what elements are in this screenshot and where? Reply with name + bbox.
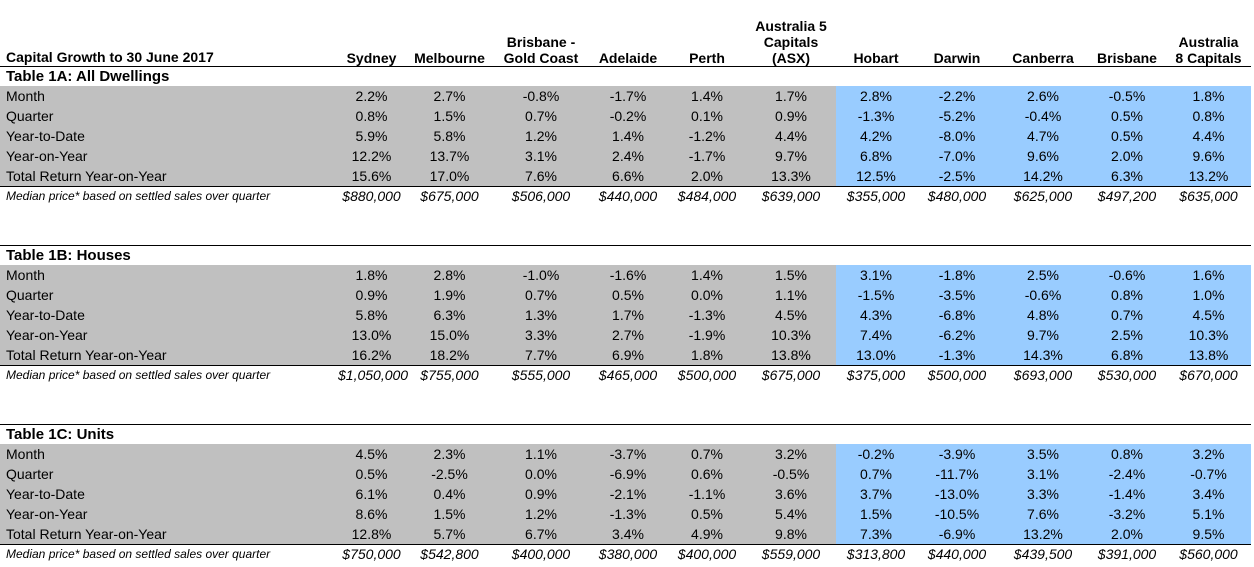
table-row [0, 504, 1251, 524]
table-cell: 10.3% [1166, 325, 1251, 345]
median-price-cell: $440,000 [927, 546, 987, 562]
table-cell: 17.0% [405, 166, 494, 186]
table-cell: 0.7% [1088, 305, 1166, 325]
median-price-cell: $880,000 [342, 188, 401, 204]
table-cell: -1.5% [836, 285, 916, 305]
table-cell: 5.8% [405, 126, 494, 146]
table-cell: -1.3% [668, 305, 746, 325]
median-price-cell: $675,000 [761, 367, 821, 383]
table-cell: 1.8% [338, 265, 405, 285]
table-cell: 1.2% [494, 126, 588, 146]
table-cell: 2.4% [588, 146, 668, 166]
table-cell: 3.2% [746, 444, 836, 464]
table-cell: 3.1% [836, 265, 916, 285]
table-row [0, 166, 1251, 186]
median-price-cell: $313,800 [846, 546, 906, 562]
table-cell: -1.2% [668, 126, 746, 146]
table-cell: 6.7% [494, 524, 588, 544]
median-price-cell: $506,000 [511, 188, 571, 204]
table-cell: 4.5% [1166, 305, 1251, 325]
table-cell: 1.4% [668, 86, 746, 106]
median-price-cell: $355,000 [846, 188, 906, 204]
section-title: Table 1B: Houses [0, 245, 1251, 265]
median-price-cell: $484,000 [677, 188, 737, 204]
table-cell: 1.1% [746, 285, 836, 305]
table-cell: -3.5% [916, 285, 998, 305]
table-cell: 9.5% [1166, 524, 1251, 544]
table-cell: 0.8% [1166, 106, 1251, 126]
section-title: Table 1C: Units [0, 424, 1251, 444]
table-cell: -2.2% [916, 86, 998, 106]
column-header: Brisbane [1097, 50, 1157, 66]
median-price-row [0, 544, 1251, 564]
table-cell: 4.5% [746, 305, 836, 325]
table-cell: -1.3% [916, 345, 998, 365]
median-price-cell: $465,000 [598, 367, 658, 383]
median-price-cell: $400,000 [511, 546, 571, 562]
table-cell: 9.7% [746, 146, 836, 166]
table-cell: 3.4% [588, 524, 668, 544]
table-row [0, 464, 1251, 484]
row-label: Total Return Year-on-Year [0, 166, 338, 186]
median-price-cell: $750,000 [342, 546, 401, 562]
median-price-cell: $625,000 [1013, 188, 1073, 204]
table-cell: -1.7% [588, 86, 668, 106]
table-cell: 1.8% [1166, 86, 1251, 106]
table-cell: 3.3% [998, 484, 1088, 504]
median-price-cell: $497,200 [1097, 188, 1157, 204]
table-header [0, 0, 1254, 66]
table-cell: -13.0% [916, 484, 998, 504]
table-cell: -8.0% [916, 126, 998, 146]
table-cell: 16.2% [338, 345, 405, 365]
row-label: Total Return Year-on-Year [0, 345, 338, 365]
row-label: Year-on-Year [0, 325, 338, 345]
table-cell: -0.5% [746, 464, 836, 484]
table-cell: 6.6% [588, 166, 668, 186]
table-cell: 5.1% [1166, 504, 1251, 524]
table-cell: 2.2% [338, 86, 405, 106]
table-cell: 6.1% [338, 484, 405, 504]
table-cell: 0.7% [494, 285, 588, 305]
row-label: Month [0, 86, 338, 106]
row-label: Year-on-Year [0, 504, 338, 524]
median-price-cell: $500,000 [927, 367, 987, 383]
table-cell: 3.5% [998, 444, 1088, 464]
column-header: Adelaide [598, 50, 658, 66]
median-price-label: Median price* based on settled sales over quarter [6, 547, 271, 561]
table-cell: -0.5% [1088, 86, 1166, 106]
table-cell: 0.0% [494, 464, 588, 484]
median-price-cell: $635,000 [1179, 188, 1238, 204]
median-price-row [0, 186, 1251, 206]
table-cell: 0.5% [1088, 106, 1166, 126]
table-cell: -3.2% [1088, 504, 1166, 524]
table-cell: 7.3% [836, 524, 916, 544]
table-cell: 4.4% [746, 126, 836, 146]
table-cell: 0.5% [668, 504, 746, 524]
table-cell: 13.8% [1166, 345, 1251, 365]
table-row [0, 146, 1251, 166]
table-cell: -1.4% [1088, 484, 1166, 504]
table-cell: 4.2% [836, 126, 916, 146]
table-cell: 7.6% [998, 504, 1088, 524]
median-price-cell: $1,050,000 [338, 367, 409, 383]
table-row [0, 444, 1251, 464]
column-header: Canberra [1012, 50, 1074, 66]
median-price-cell: $500,000 [677, 367, 737, 383]
row-label: Year-to-Date [0, 484, 338, 504]
table-cell: 1.5% [746, 265, 836, 285]
row-label: Year-on-Year [0, 146, 338, 166]
median-price-cell: $400,000 [677, 546, 737, 562]
table-cell: -0.6% [1088, 265, 1166, 285]
row-label: Month [0, 265, 338, 285]
table-cell: 2.6% [998, 86, 1088, 106]
table-cell: 8.6% [338, 504, 405, 524]
row-label: Total Return Year-on-Year [0, 524, 338, 544]
table-cell: 4.7% [998, 126, 1088, 146]
median-price-cell: $542,800 [420, 546, 479, 562]
column-header: Australia 5 Capitals (ASX) [755, 18, 827, 66]
median-price-cell: $391,000 [1097, 546, 1157, 562]
table-cell: -6.8% [916, 305, 998, 325]
table-cell: 2.7% [405, 86, 494, 106]
row-label: Quarter [0, 464, 338, 484]
table-cell: -5.2% [916, 106, 998, 126]
table-cell: 0.5% [338, 464, 405, 484]
table-cell: -11.7% [916, 464, 998, 484]
table-row [0, 305, 1251, 325]
median-price-cell: $530,000 [1097, 367, 1157, 383]
table-cell: 13.8% [746, 345, 836, 365]
table-cell: 1.0% [1166, 285, 1251, 305]
table-cell: -3.7% [588, 444, 668, 464]
table-cell: -6.2% [916, 325, 998, 345]
row-label: Quarter [0, 285, 338, 305]
row-label: Quarter [0, 106, 338, 126]
table-cell: 2.0% [668, 166, 746, 186]
table-cell: 3.1% [998, 464, 1088, 484]
table-cell: 1.5% [405, 504, 494, 524]
table-row [0, 106, 1251, 126]
table-cell: 0.7% [668, 444, 746, 464]
median-price-cell: $559,000 [761, 546, 821, 562]
table-cell: 14.3% [998, 345, 1088, 365]
table-cell: 2.3% [405, 444, 494, 464]
table-cell: 3.7% [836, 484, 916, 504]
median-price-cell: $560,000 [1179, 546, 1238, 562]
table-cell: 15.6% [338, 166, 405, 186]
table-cell: 1.7% [746, 86, 836, 106]
table-cell: 5.4% [746, 504, 836, 524]
table-cell: 1.5% [405, 106, 494, 126]
table-cell: 6.8% [836, 146, 916, 166]
table-cell: 3.1% [494, 146, 588, 166]
table-cell: 1.5% [836, 504, 916, 524]
table-cell: -2.5% [405, 464, 494, 484]
table-cell: 0.7% [836, 464, 916, 484]
table-cell: 0.9% [338, 285, 405, 305]
table-cell: 13.7% [405, 146, 494, 166]
table-cell: -6.9% [588, 464, 668, 484]
table-cell: 13.2% [998, 524, 1088, 544]
table-cell: 9.6% [1166, 146, 1251, 166]
table-cell: 3.3% [494, 325, 588, 345]
table-cell: -0.6% [998, 285, 1088, 305]
table-cell: -1.7% [668, 146, 746, 166]
table-cell: 0.0% [668, 285, 746, 305]
table-row [0, 524, 1251, 544]
table-cell: -0.7% [1166, 464, 1251, 484]
median-price-cell: $693,000 [1013, 367, 1073, 383]
table-row [0, 126, 1251, 146]
table-cell: 5.8% [338, 305, 405, 325]
table-cell: 4.8% [998, 305, 1088, 325]
table-cell: 6.8% [1088, 345, 1166, 365]
table-row [0, 285, 1251, 305]
table-cell: 5.9% [338, 126, 405, 146]
table-cell: 9.6% [998, 146, 1088, 166]
table-cell: 3.6% [746, 484, 836, 504]
table-cell: 2.0% [1088, 524, 1166, 544]
column-header: Brisbane - Gold Coast [503, 34, 579, 66]
table-cell: 13.0% [338, 325, 405, 345]
table-cell: 7.4% [836, 325, 916, 345]
table-cell: 1.7% [588, 305, 668, 325]
table-cell: -1.1% [668, 484, 746, 504]
column-header: Perth [689, 50, 725, 66]
table-cell: 1.9% [405, 285, 494, 305]
table-cell: 0.9% [746, 106, 836, 126]
median-price-cell: $755,000 [420, 367, 479, 383]
table-row [0, 86, 1251, 106]
table-cell: -10.5% [916, 504, 998, 524]
column-header: Darwin [933, 50, 981, 66]
table-cell: 14.2% [998, 166, 1088, 186]
column-header: Australia 8 Capitals [1175, 34, 1242, 66]
table-cell: 0.1% [668, 106, 746, 126]
table-cell: 12.2% [338, 146, 405, 166]
table-cell: 0.4% [405, 484, 494, 504]
table-cell: 1.6% [1166, 265, 1251, 285]
table-cell: 1.8% [668, 345, 746, 365]
table-cell: 3.2% [1166, 444, 1251, 464]
table-cell: 7.7% [494, 345, 588, 365]
table-row [0, 345, 1251, 365]
table-cell: 2.7% [588, 325, 668, 345]
column-header: Sydney [346, 50, 397, 66]
table-cell: 0.8% [338, 106, 405, 126]
table-cell: 6.9% [588, 345, 668, 365]
table-cell: 0.8% [1088, 285, 1166, 305]
table-cell: 0.9% [494, 484, 588, 504]
table-cell: -0.2% [836, 444, 916, 464]
table-cell: 1.4% [588, 126, 668, 146]
table-cell: 10.3% [746, 325, 836, 345]
table-cell: 2.8% [836, 86, 916, 106]
table-cell: 13.0% [836, 345, 916, 365]
table-cell: 12.8% [338, 524, 405, 544]
table-cell: 13.2% [1166, 166, 1251, 186]
table-cell: -1.3% [588, 504, 668, 524]
table-cell: 4.4% [1166, 126, 1251, 146]
table-cell: 12.5% [836, 166, 916, 186]
table-cell: 4.3% [836, 305, 916, 325]
table-cell: 15.0% [405, 325, 494, 345]
median-price-cell: $439,500 [1013, 546, 1073, 562]
table-cell: 9.7% [998, 325, 1088, 345]
table-cell: 2.5% [1088, 325, 1166, 345]
table-cell: -0.2% [588, 106, 668, 126]
table-cell: -0.8% [494, 86, 588, 106]
table-cell: 6.3% [405, 305, 494, 325]
table-cell: 13.3% [746, 166, 836, 186]
median-price-cell: $375,000 [846, 367, 906, 383]
table-cell: 2.8% [405, 265, 494, 285]
table-cell: -7.0% [916, 146, 998, 166]
table-cell: 18.2% [405, 345, 494, 365]
table-cell: 1.1% [494, 444, 588, 464]
table-cell: -1.3% [836, 106, 916, 126]
median-price-label: Median price* based on settled sales over quarter [6, 368, 271, 382]
table-cell: 2.0% [1088, 146, 1166, 166]
table-cell: -1.8% [916, 265, 998, 285]
table-cell: 0.6% [668, 464, 746, 484]
table-cell: -1.6% [588, 265, 668, 285]
row-label: Month [0, 444, 338, 464]
table-row [0, 484, 1251, 504]
median-price-label: Median price* based on settled sales over quarter [6, 189, 271, 203]
table-cell: 1.4% [668, 265, 746, 285]
table-cell: -0.4% [998, 106, 1088, 126]
median-price-row [0, 365, 1251, 385]
table-cell: -1.9% [668, 325, 746, 345]
table-cell: 0.7% [494, 106, 588, 126]
table-row [0, 325, 1251, 345]
table-cell: -3.9% [916, 444, 998, 464]
median-price-cell: $380,000 [598, 546, 658, 562]
table-cell: 0.8% [1088, 444, 1166, 464]
table-cell: 5.7% [405, 524, 494, 544]
table-cell: -1.0% [494, 265, 588, 285]
table-cell: 6.3% [1088, 166, 1166, 186]
table-cell: -6.9% [916, 524, 998, 544]
section-title: Table 1A: All Dwellings [0, 66, 1251, 86]
median-price-cell: $555,000 [511, 367, 571, 383]
median-price-cell: $675,000 [420, 188, 479, 204]
table-title: Capital Growth to 30 June 2017 [6, 49, 214, 65]
table-cell: 0.5% [1088, 126, 1166, 146]
table-cell: 7.6% [494, 166, 588, 186]
table-cell: 1.3% [494, 305, 588, 325]
row-label: Year-to-Date [0, 305, 338, 325]
table-cell: -2.5% [916, 166, 998, 186]
median-price-cell: $480,000 [927, 188, 987, 204]
column-header: Hobart [853, 50, 899, 66]
table-cell: -2.4% [1088, 464, 1166, 484]
row-label: Year-to-Date [0, 126, 338, 146]
column-header: Melbourne [414, 50, 485, 66]
table-cell: 1.2% [494, 504, 588, 524]
table-cell: -2.1% [588, 484, 668, 504]
median-price-cell: $639,000 [761, 188, 821, 204]
table-cell: 4.5% [338, 444, 405, 464]
table-cell: 0.5% [588, 285, 668, 305]
table-cell: 4.9% [668, 524, 746, 544]
median-price-cell: $440,000 [598, 188, 658, 204]
median-price-cell: $670,000 [1179, 367, 1238, 383]
table-cell: 9.8% [746, 524, 836, 544]
table-row [0, 265, 1251, 285]
table-cell: 3.4% [1166, 484, 1251, 504]
table-cell: 2.5% [998, 265, 1088, 285]
